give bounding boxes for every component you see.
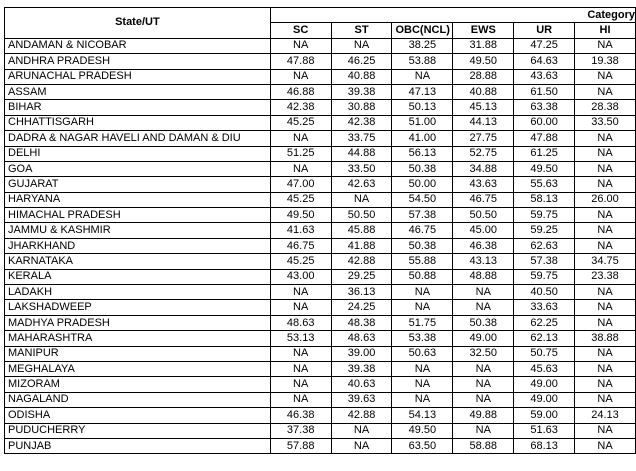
value-cell: NA	[575, 69, 636, 84]
value-cell: 63.38	[514, 100, 575, 115]
value-cell: 41.00	[392, 131, 453, 146]
table-row	[5, 238, 636, 253]
table-row	[5, 192, 636, 207]
value-cell: 48.63	[331, 331, 392, 346]
value-cell: 36.13	[331, 285, 392, 300]
value-cell: 58.88	[453, 438, 514, 453]
value-cell: 68.13	[514, 438, 575, 453]
column-header-st: ST	[331, 23, 392, 38]
table-row	[5, 84, 636, 99]
value-cell: 50.50	[331, 208, 392, 223]
value-cell: NA	[270, 377, 331, 392]
state-name-cell: CHHATTISGARH	[5, 115, 271, 130]
value-cell: NA	[331, 438, 392, 453]
value-cell: NA	[575, 346, 636, 361]
state-name-cell: JHARKHAND	[5, 238, 271, 253]
header-row-category	[5, 8, 636, 23]
value-cell: NA	[575, 361, 636, 376]
state-name-cell: LAKSHADWEEP	[5, 300, 271, 315]
value-cell: 23.38	[575, 269, 636, 284]
value-cell: NA	[575, 38, 636, 53]
state-name-cell: ANDHRA PRADESH	[5, 54, 271, 69]
value-cell: 49.88	[453, 408, 514, 423]
value-cell: NA	[392, 361, 453, 376]
state-name-cell: PUDUCHERRY	[5, 423, 271, 438]
value-cell: NA	[575, 223, 636, 238]
value-cell: 59.25	[514, 223, 575, 238]
value-cell: 49.50	[453, 54, 514, 69]
value-cell: 40.88	[453, 84, 514, 99]
value-cell: 49.00	[514, 392, 575, 407]
value-cell: NA	[392, 300, 453, 315]
column-header-ews: EWS	[453, 23, 514, 38]
table-row	[5, 331, 636, 346]
value-cell: 55.88	[392, 254, 453, 269]
value-cell: 53.88	[392, 54, 453, 69]
value-cell: 62.13	[514, 331, 575, 346]
value-cell: 50.38	[453, 315, 514, 330]
value-cell: NA	[392, 69, 453, 84]
value-cell: 51.63	[514, 423, 575, 438]
value-cell: 50.38	[392, 238, 453, 253]
state-name-cell: ODISHA	[5, 408, 271, 423]
value-cell: 49.00	[453, 331, 514, 346]
value-cell: 26.00	[575, 192, 636, 207]
state-name-cell: MAHARASHTRA	[5, 331, 271, 346]
value-cell: 39.00	[331, 346, 392, 361]
table-body	[5, 38, 636, 454]
value-cell: 40.63	[331, 377, 392, 392]
value-cell: 59.75	[514, 269, 575, 284]
table-row	[5, 361, 636, 376]
value-cell: 47.25	[514, 38, 575, 53]
value-cell: 47.00	[270, 177, 331, 192]
value-cell: 64.63	[514, 54, 575, 69]
value-cell: NA	[575, 377, 636, 392]
value-cell: 49.00	[514, 377, 575, 392]
value-cell: 43.13	[453, 254, 514, 269]
value-cell: 61.50	[514, 84, 575, 99]
value-cell: 40.88	[331, 69, 392, 84]
value-cell: NA	[270, 392, 331, 407]
value-cell: NA	[575, 146, 636, 161]
state-name-cell: HARYANA	[5, 192, 271, 207]
value-cell: 24.13	[575, 408, 636, 423]
table-row	[5, 346, 636, 361]
value-cell: 51.00	[392, 115, 453, 130]
value-cell: 43.63	[453, 177, 514, 192]
value-cell: NA	[392, 377, 453, 392]
table-row	[5, 223, 636, 238]
state-name-cell: GOA	[5, 161, 271, 176]
value-cell: 61.25	[514, 146, 575, 161]
value-cell: 49.50	[514, 161, 575, 176]
value-cell: 62.25	[514, 315, 575, 330]
value-cell: 50.88	[392, 269, 453, 284]
state-name-cell: MADHYA PRADESH	[5, 315, 271, 330]
value-cell: 45.00	[453, 223, 514, 238]
value-cell: 33.50	[331, 161, 392, 176]
value-cell: 45.13	[453, 100, 514, 115]
value-cell: 38.88	[575, 331, 636, 346]
table-row	[5, 423, 636, 438]
value-cell: 33.50	[575, 115, 636, 130]
value-cell: NA	[575, 392, 636, 407]
value-cell: NA	[575, 315, 636, 330]
value-cell: 47.88	[270, 54, 331, 69]
value-cell: 27.75	[453, 131, 514, 146]
value-cell: NA	[575, 438, 636, 453]
value-cell: 42.63	[331, 177, 392, 192]
table-row	[5, 315, 636, 330]
value-cell: 46.38	[270, 408, 331, 423]
value-cell: 56.13	[392, 146, 453, 161]
value-cell: 60.00	[514, 115, 575, 130]
value-cell: NA	[575, 300, 636, 315]
value-cell: 33.63	[514, 300, 575, 315]
column-header-hi: HI	[575, 23, 636, 38]
table-row	[5, 146, 636, 161]
value-cell: 42.88	[331, 254, 392, 269]
value-cell: NA	[270, 161, 331, 176]
value-cell: 47.13	[392, 84, 453, 99]
state-name-cell: DELHI	[5, 146, 271, 161]
table-row	[5, 300, 636, 315]
state-name-cell: GUJARAT	[5, 177, 271, 192]
value-cell: NA	[453, 377, 514, 392]
value-cell: 42.88	[331, 408, 392, 423]
table-row	[5, 100, 636, 115]
value-cell: NA	[575, 423, 636, 438]
value-cell: 34.75	[575, 254, 636, 269]
value-cell: 48.63	[270, 315, 331, 330]
value-cell: 50.38	[392, 161, 453, 176]
state-name-cell: ANDAMAN & NICOBAR	[5, 38, 271, 53]
value-cell: NA	[270, 131, 331, 146]
value-cell: NA	[575, 285, 636, 300]
cutoff-table	[4, 7, 636, 454]
value-cell: NA	[270, 69, 331, 84]
table-row	[5, 161, 636, 176]
state-name-cell: NAGALAND	[5, 392, 271, 407]
value-cell: 46.75	[453, 192, 514, 207]
table-row	[5, 254, 636, 269]
column-header-obc-ncl: OBC(NCL)	[392, 23, 453, 38]
value-cell: 19.38	[575, 54, 636, 69]
state-name-cell: BIHAR	[5, 100, 271, 115]
value-cell: 46.88	[270, 84, 331, 99]
value-cell: NA	[575, 208, 636, 223]
value-cell: 49.50	[270, 208, 331, 223]
value-cell: 50.00	[392, 177, 453, 192]
value-cell: 37.38	[270, 423, 331, 438]
value-cell: 54.50	[392, 192, 453, 207]
cutoff-table-container	[4, 7, 635, 454]
value-cell: 39.38	[331, 84, 392, 99]
table-row	[5, 69, 636, 84]
table-row	[5, 131, 636, 146]
value-cell: NA	[331, 38, 392, 53]
value-cell: NA	[331, 423, 392, 438]
value-cell: NA	[453, 285, 514, 300]
value-cell: 46.75	[270, 238, 331, 253]
value-cell: NA	[575, 84, 636, 99]
state-name-cell: PUNJAB	[5, 438, 271, 453]
value-cell: 55.63	[514, 177, 575, 192]
value-cell: 42.38	[331, 115, 392, 130]
table-row	[5, 115, 636, 130]
value-cell: NA	[270, 346, 331, 361]
value-cell: 57.88	[270, 438, 331, 453]
value-cell: 46.25	[331, 54, 392, 69]
value-cell: 54.13	[392, 408, 453, 423]
value-cell: 31.88	[453, 38, 514, 53]
value-cell: 40.50	[514, 285, 575, 300]
value-cell: 50.13	[392, 100, 453, 115]
value-cell: 48.88	[453, 269, 514, 284]
column-header-sc: SC	[270, 23, 331, 38]
value-cell: 24.25	[331, 300, 392, 315]
value-cell: NA	[270, 300, 331, 315]
value-cell: 59.00	[514, 408, 575, 423]
value-cell: 43.63	[514, 69, 575, 84]
value-cell: 59.75	[514, 208, 575, 223]
state-name-cell: HIMACHAL PRADESH	[5, 208, 271, 223]
value-cell: NA	[575, 161, 636, 176]
state-name-cell: DADRA & NAGAR HAVELI AND DAMAN & DIU	[5, 131, 271, 146]
value-cell: 44.13	[453, 115, 514, 130]
value-cell: 53.38	[392, 331, 453, 346]
value-cell: 45.25	[270, 254, 331, 269]
value-cell: 49.50	[392, 423, 453, 438]
value-cell: NA	[575, 238, 636, 253]
value-cell: 52.75	[453, 146, 514, 161]
value-cell: 51.25	[270, 146, 331, 161]
value-cell: NA	[453, 423, 514, 438]
value-cell: NA	[392, 285, 453, 300]
value-cell: 30.88	[331, 100, 392, 115]
table-row	[5, 177, 636, 192]
value-cell: 45.63	[514, 361, 575, 376]
state-name-cell: KARNATAKA	[5, 254, 271, 269]
state-name-cell: MANIPUR	[5, 346, 271, 361]
state-name-cell: ARUNACHAL PRADESH	[5, 69, 271, 84]
value-cell: 38.25	[392, 38, 453, 53]
value-cell: 39.38	[331, 361, 392, 376]
value-cell: NA	[575, 177, 636, 192]
state-name-cell: MEGHALAYA	[5, 361, 271, 376]
table-row	[5, 377, 636, 392]
table-row	[5, 392, 636, 407]
state-name-cell: JAMMU & KASHMIR	[5, 223, 271, 238]
value-cell: NA	[453, 300, 514, 315]
table-row	[5, 38, 636, 53]
value-cell: 46.38	[453, 238, 514, 253]
value-cell: NA	[270, 285, 331, 300]
value-cell: NA	[392, 392, 453, 407]
table-row	[5, 408, 636, 423]
value-cell: 43.00	[270, 269, 331, 284]
value-cell: 51.75	[392, 315, 453, 330]
value-cell: 41.88	[331, 238, 392, 253]
table-row	[5, 269, 636, 284]
value-cell: 46.75	[392, 223, 453, 238]
value-cell: 34.88	[453, 161, 514, 176]
value-cell: 28.38	[575, 100, 636, 115]
table-row	[5, 54, 636, 69]
value-cell: NA	[575, 131, 636, 146]
value-cell: 50.50	[453, 208, 514, 223]
value-cell: 50.75	[514, 346, 575, 361]
value-cell: 32.50	[453, 346, 514, 361]
value-cell: 47.88	[514, 131, 575, 146]
category-header: Category	[270, 8, 635, 23]
state-name-cell: MIZORAM	[5, 377, 271, 392]
value-cell: NA	[453, 361, 514, 376]
value-cell: 53.13	[270, 331, 331, 346]
value-cell: 48.38	[331, 315, 392, 330]
value-cell: 29.25	[331, 269, 392, 284]
value-cell: 39.63	[331, 392, 392, 407]
value-cell: 33.75	[331, 131, 392, 146]
state-name-cell: KERALA	[5, 269, 271, 284]
value-cell: 28.88	[453, 69, 514, 84]
state-name-cell: ASSAM	[5, 84, 271, 99]
value-cell: 45.25	[270, 192, 331, 207]
value-cell: 58.13	[514, 192, 575, 207]
value-cell: 63.50	[392, 438, 453, 453]
state-name-cell: LADAKH	[5, 285, 271, 300]
value-cell: NA	[453, 392, 514, 407]
value-cell: 57.38	[392, 208, 453, 223]
value-cell: NA	[331, 192, 392, 207]
value-cell: 50.63	[392, 346, 453, 361]
value-cell: 45.88	[331, 223, 392, 238]
table-row	[5, 208, 636, 223]
state-ut-header: State/UT	[5, 8, 271, 39]
value-cell: 42.38	[270, 100, 331, 115]
value-cell: 41.63	[270, 223, 331, 238]
value-cell: NA	[270, 361, 331, 376]
value-cell: 62.63	[514, 238, 575, 253]
value-cell: 44.88	[331, 146, 392, 161]
value-cell: 57.38	[514, 254, 575, 269]
value-cell: 45.25	[270, 115, 331, 130]
table-row	[5, 285, 636, 300]
value-cell: NA	[270, 38, 331, 53]
column-header-ur: UR	[514, 23, 575, 38]
table-row	[5, 438, 636, 453]
